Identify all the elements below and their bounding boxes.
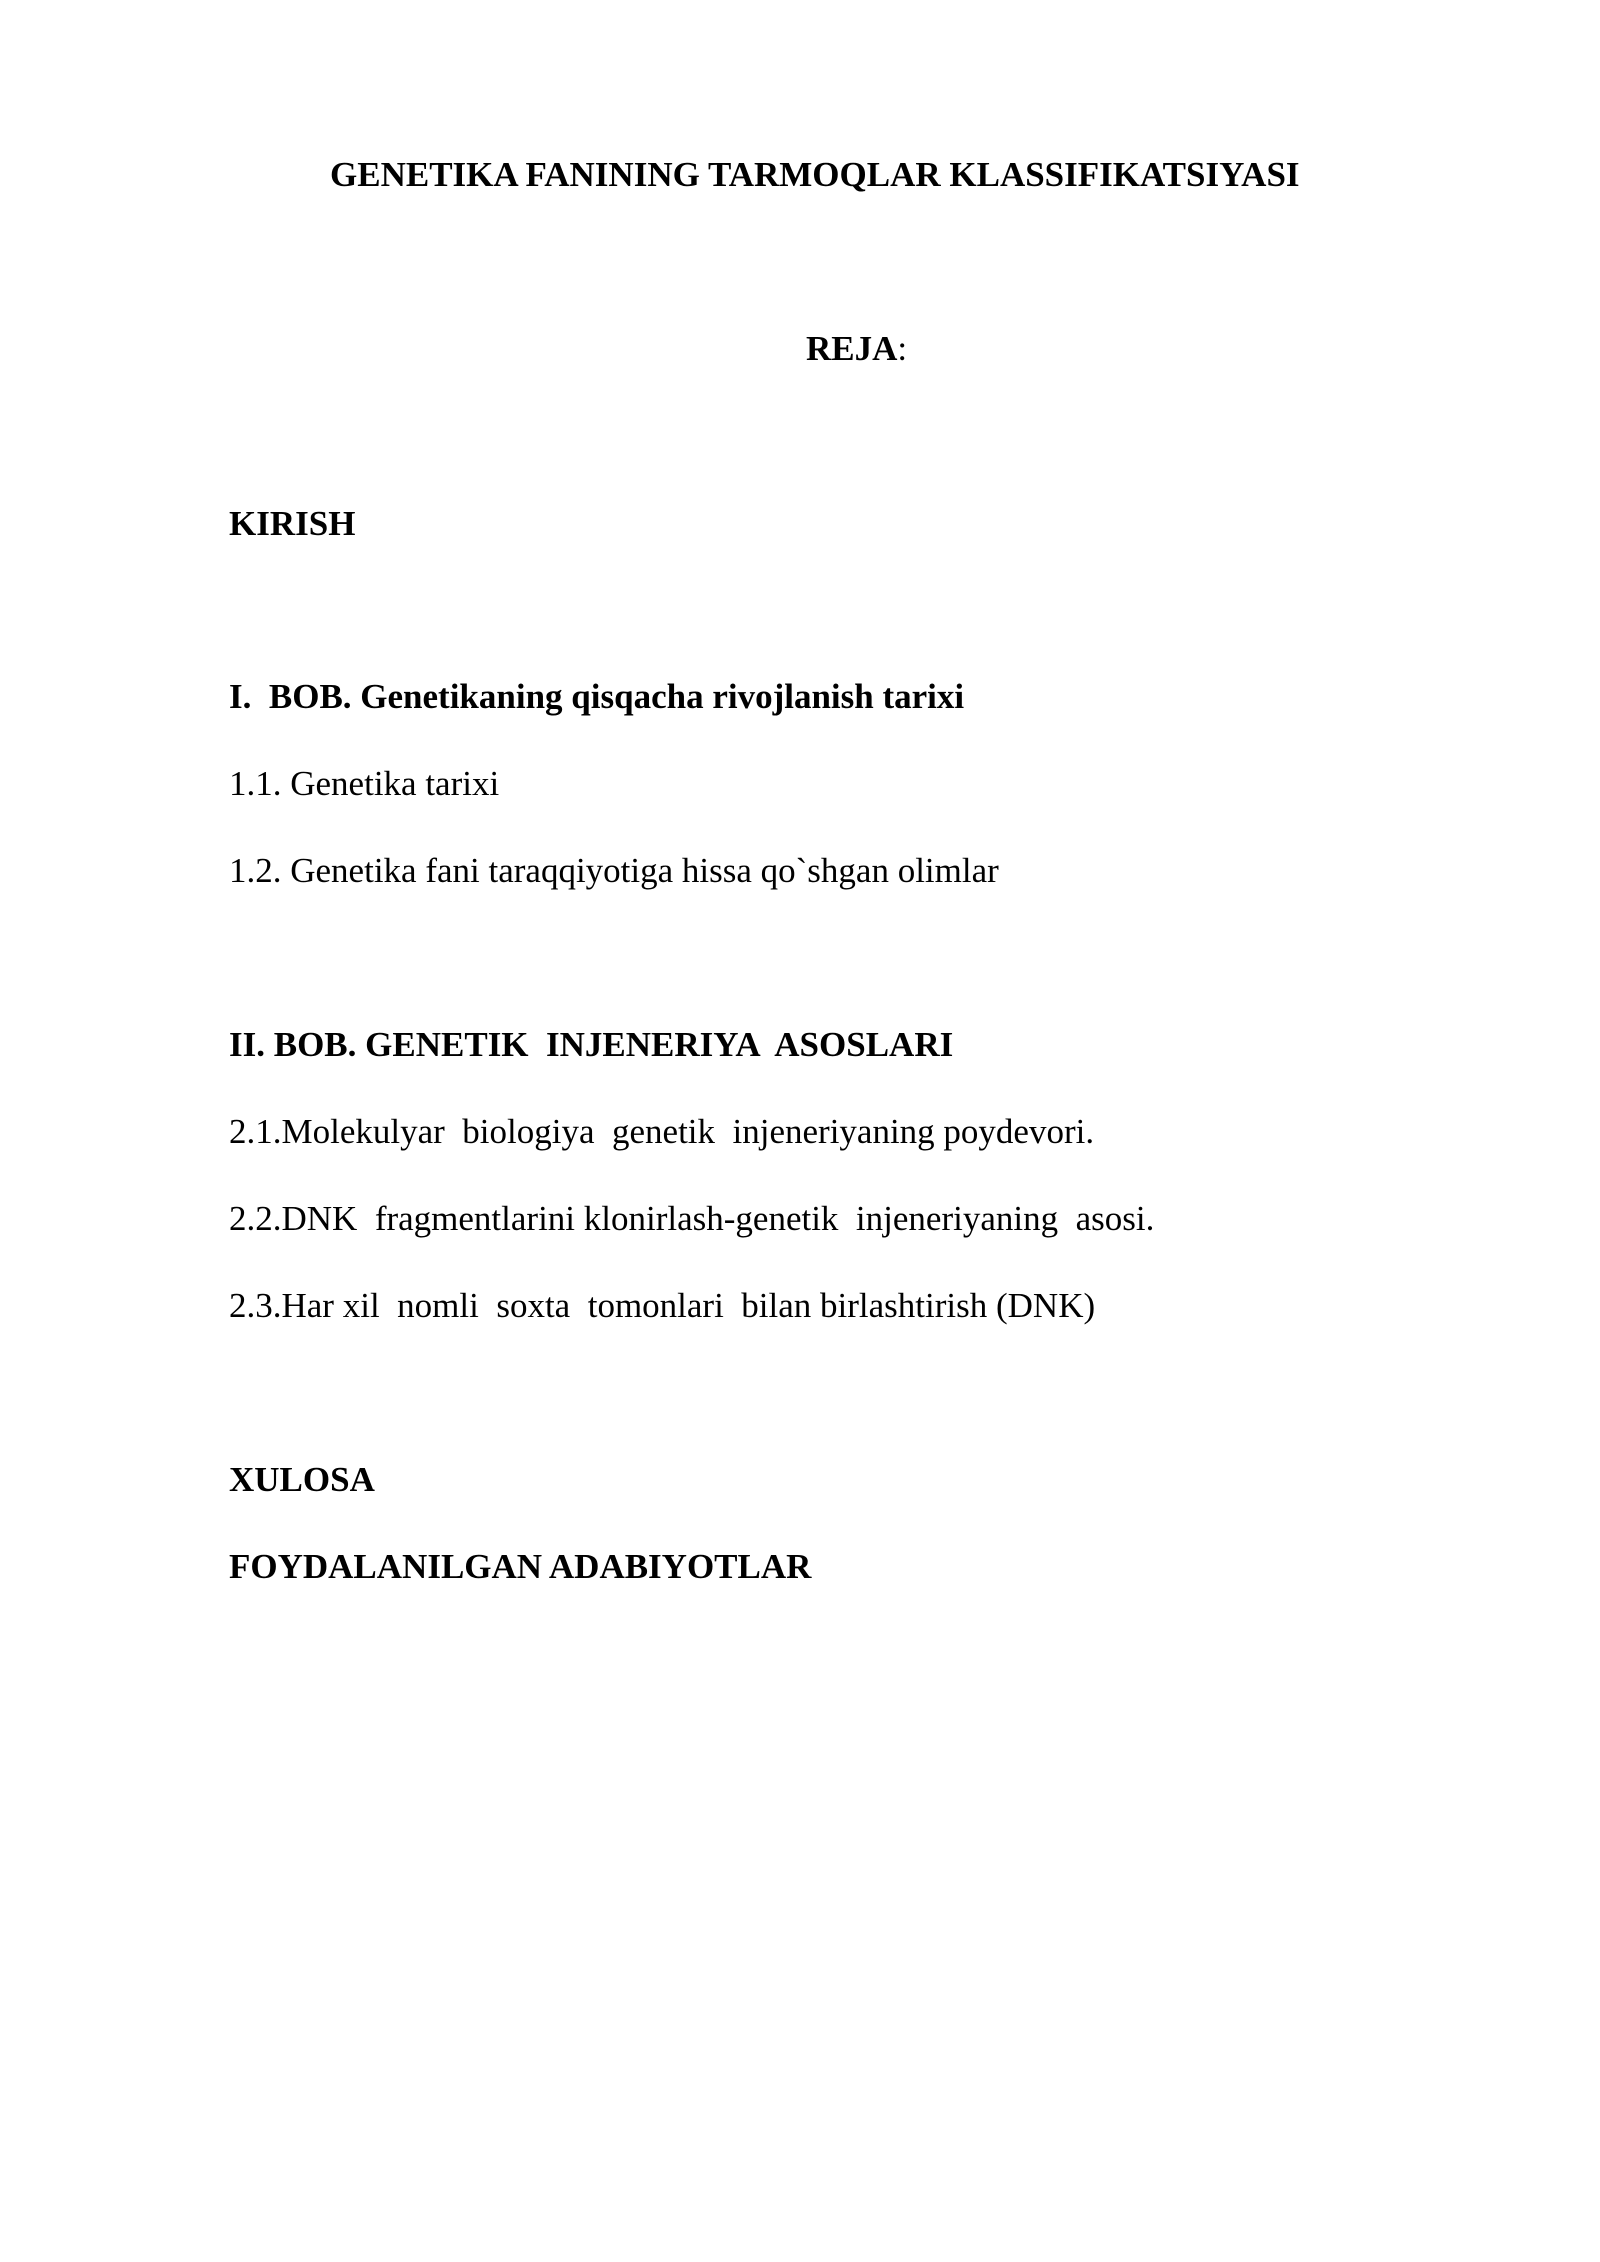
conclusion-heading: XULOSA bbox=[229, 1460, 375, 1499]
chapter1-item: 1.2. Genetika fani taraqqiyotiga hissa qo`shgan olimlar bbox=[229, 851, 999, 890]
plan-heading-text: REJA bbox=[806, 329, 898, 368]
chapter2-item: 2.1.Molekulyar biologiya genetik injeneriyaning poydevori. bbox=[229, 1112, 1095, 1151]
references-heading: FOYDALANILGAN ADABIYOTLAR bbox=[229, 1547, 812, 1586]
chapter2-heading: II. BOB. GENETIK INJENERIYA ASOSLARI bbox=[229, 1025, 954, 1064]
chapter2-item: 2.2.DNK fragmentlarini klonirlash-genetik injeneriyaning asosi. bbox=[229, 1199, 1155, 1238]
chapter2-item: 2.3.Har xil nomli soxta tomonlari bilan birlashtirish (DNK) bbox=[229, 1286, 1096, 1325]
plan-heading-colon: : bbox=[897, 329, 908, 368]
chapter1-item: 1.1. Genetika tarixi bbox=[229, 764, 500, 803]
plan-heading bbox=[806, 327, 907, 371]
intro-heading: KIRISH bbox=[229, 504, 356, 543]
document-title: GENETIKA FANINING TARMOQLAR KLASSIFIKATSIYASI bbox=[330, 155, 1300, 194]
chapter1-heading: I. BOB. Genetikaning qisqacha rivojlanish tarixi bbox=[229, 677, 965, 716]
